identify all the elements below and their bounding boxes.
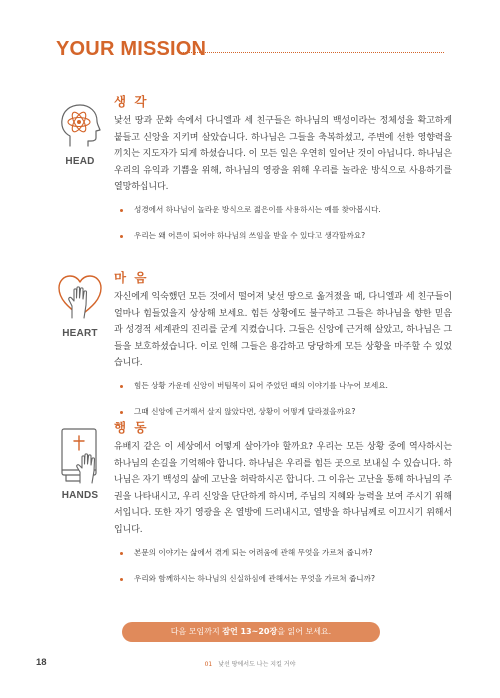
heart-label: HEART <box>62 328 98 339</box>
chapter-title: 낯선 땅에서도 나는 지킬 거야 <box>218 661 296 668</box>
question-item: 성경에서 하나님이 놀라운 방식으로 젊은이를 사용하시는 예를 찾아봅시다. <box>114 204 452 216</box>
heart-body: 자신에게 익숙했던 모든 것에서 떨어져 낯선 땅으로 옮겨졌을 때, 다니엘과 세 친구들이 얼마나 힘들었을지 상상해 보세요. 힘든 상황에도 불구하고 그들은 하나님을 향한 믿음과 성경적 세계관의 진리를 굳게 지켰습니다. 그들은 신앙에 근거해 살았고, 하나님은 그들을 보호하셨습니다. 이로 인해 그들은 용감하고 당당하게 모든 상황을 마주할 수 있었습니다. <box>114 292 452 369</box>
head-questions <box>114 204 452 242</box>
question-item: 힘든 상황 가운데 신앙이 버팀목이 되어 주었던 때의 이야기를 나누어 보세요. <box>114 380 452 392</box>
brain-atom-icon <box>58 100 102 150</box>
head-body: 낯선 땅과 문화 속에서 다니엘과 세 친구들은 하나님의 백성이라는 정체성을 확고하게 붙들고 신앙을 지키며 살았습니다. 하나님은 그들을 축복하셨고, 주변에 선한 영향력을 끼치는 지도자가 되게 하셨습니다. 이 모든 일은 우연히 일어난 것이 아닙니다. 하나님은 우리의 유익과 기쁨을 위해, 하나님의 영광을 위해 우리를 놀라운 방식으로 사용하기를 열망하십니다. <box>114 116 452 193</box>
chapter-number: 01 <box>204 661 213 668</box>
question-item: 우리와 함께하시는 하나님의 신실하심에 관해서는 무엇을 가르쳐 줍니까? <box>114 573 452 585</box>
heart-hand-icon <box>56 272 104 322</box>
head-label: HEAD <box>65 156 95 167</box>
heart-heading: 마 음 <box>114 270 149 285</box>
heart-questions <box>114 380 452 418</box>
bible-hand-icon <box>58 426 102 484</box>
hands-questions <box>114 547 452 585</box>
question-item: 우리는 왜 어른이 되어야 하나님의 쓰임을 받을 수 있다고 생각할까요? <box>114 230 452 242</box>
cta-after: 을 읽어 보세요. <box>277 627 332 636</box>
question-item: 본문의 이야기는 삶에서 겪게 되는 어려움에 관해 무엇을 가르쳐 줍니까? <box>114 547 452 559</box>
hands-text <box>114 418 452 599</box>
hands-icon-group <box>56 426 104 501</box>
head-heading: 생 각 <box>114 94 149 109</box>
question-item: 그때 신앙에 근거해서 살지 않았다면, 상황이 어떻게 달라졌을까요? <box>114 406 452 418</box>
heart-icon-group <box>56 272 104 339</box>
hands-heading: 행 동 <box>114 420 149 435</box>
page-title: YOUR MISSION <box>56 38 207 60</box>
page-number: 18 <box>36 657 47 668</box>
hands-label: HANDS <box>61 490 99 501</box>
chapter-footer <box>0 659 500 668</box>
cta-before: 다음 모임까지 <box>170 627 223 636</box>
head-text <box>114 92 452 256</box>
heart-text <box>114 268 452 432</box>
cta-highlight: 잠언 13~20장 <box>222 627 278 636</box>
head-icon-group <box>56 100 104 167</box>
hands-body: 유배지 같은 이 세상에서 어떻게 살아가야 할까요? 우리는 모든 상황 중에 역사하시는 하나님의 손길을 기억해야 합니다. 하나님은 우리를 힘든 곳으로 보내실 수 있습니다. 하나님은 자기 백성의 삶에 고난을 허락하시곤 합니다. 그 이유는 고난을 통해 하나님의 주권을 나타내시고, 우리 신앙을 단단하게 하시며, 주님의 지혜와 능력을 보여 주시기 위해서입니다. 또한 자기 영광을 온 열방에 드러내시고, 열방을 하나님께로 이끄시기 위해서입니다. <box>114 442 452 535</box>
reading-assignment-banner <box>122 622 380 642</box>
title-divider <box>180 52 444 53</box>
